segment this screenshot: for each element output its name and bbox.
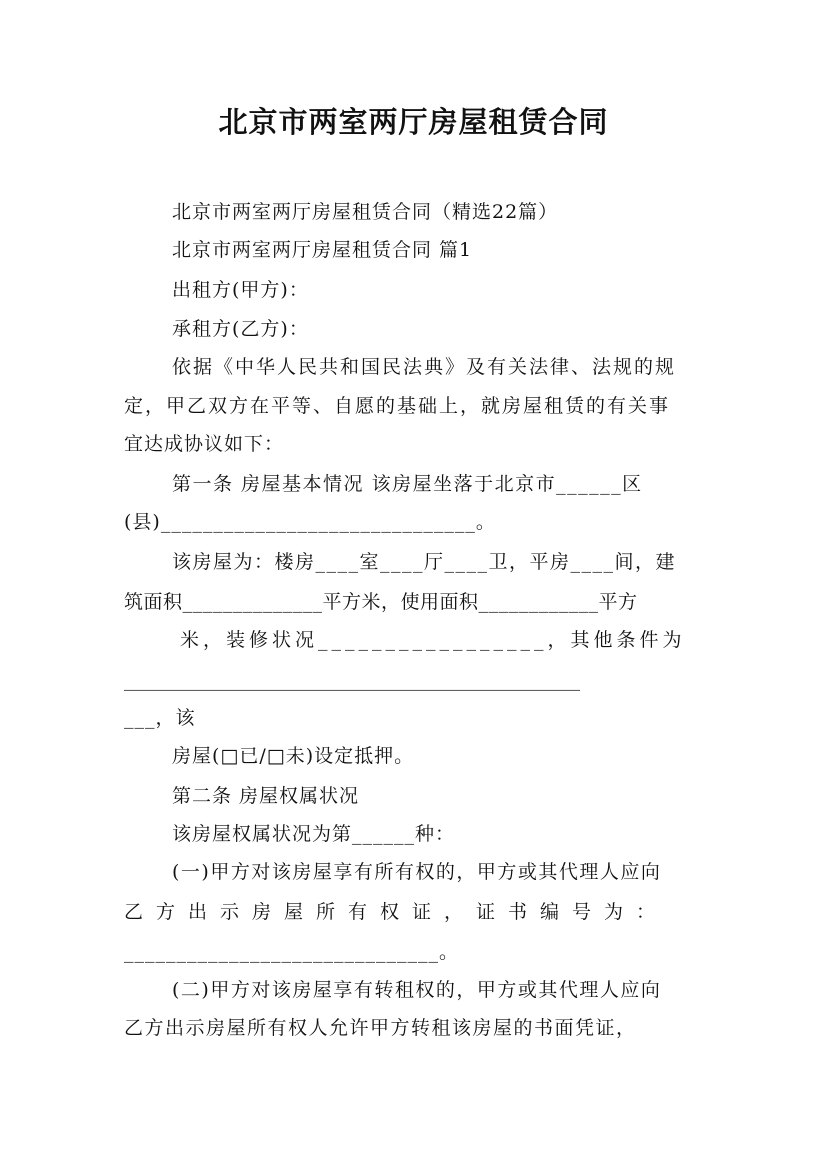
article-line: ______________________________。: [124, 941, 460, 963]
article-line: 第一条 房屋基本情况 该房屋坐落于北京市______区: [172, 473, 643, 495]
section-heading-line: 北京市两室两厅房屋租赁合同 篇1: [172, 239, 473, 261]
article-line: 房屋(□已/□未)设定抵押。: [172, 745, 415, 767]
paragraph-line: 宜达成协议如下：: [124, 433, 285, 455]
lessor-line: 出租方(甲方)：: [172, 279, 309, 301]
subtitle-line: 北京市两室两厅房屋租赁合同（精选22篇）: [172, 201, 559, 223]
paragraph-line: 定，甲乙双方在平等、自愿的基础上，就房屋租赁的有关事: [124, 395, 671, 417]
article-line: 米，装修状况_________________，其他条件为: [180, 629, 686, 651]
paragraph-line: 依据《中华人民共和国民法典》及有关法律、法规的规: [172, 356, 677, 378]
article-line: 该房屋为：楼房____室____厅____卫，平房____间，建: [172, 551, 677, 573]
document-title: 北京市两室两厅房屋租赁合同: [218, 105, 609, 139]
article-line: 乙方出示房屋所有权证，证书编号为：: [124, 901, 669, 923]
lessee-line: 承租方(乙方)：: [172, 318, 309, 340]
article-heading: 第二条 房屋权属状况: [172, 785, 360, 807]
article-line: 筑面积______________平方米，使用面积____________平方: [124, 591, 638, 613]
article-line: (县)______________________________。: [124, 511, 496, 533]
article-line: 乙方出示房屋所有权人允许甲方转租该房屋的书面凭证，: [124, 1017, 637, 1039]
article-line: 该房屋权属状况为第______种：: [172, 823, 456, 845]
article-line: (二)甲方对该房屋享有转租权的，甲方或其代理人应向: [172, 979, 662, 1001]
article-line: ___，该: [124, 707, 196, 729]
article-line: ________________________________________________: [124, 669, 580, 691]
article-line: (一)甲方对该房屋享有所有权的，甲方或其代理人应向: [172, 861, 662, 883]
